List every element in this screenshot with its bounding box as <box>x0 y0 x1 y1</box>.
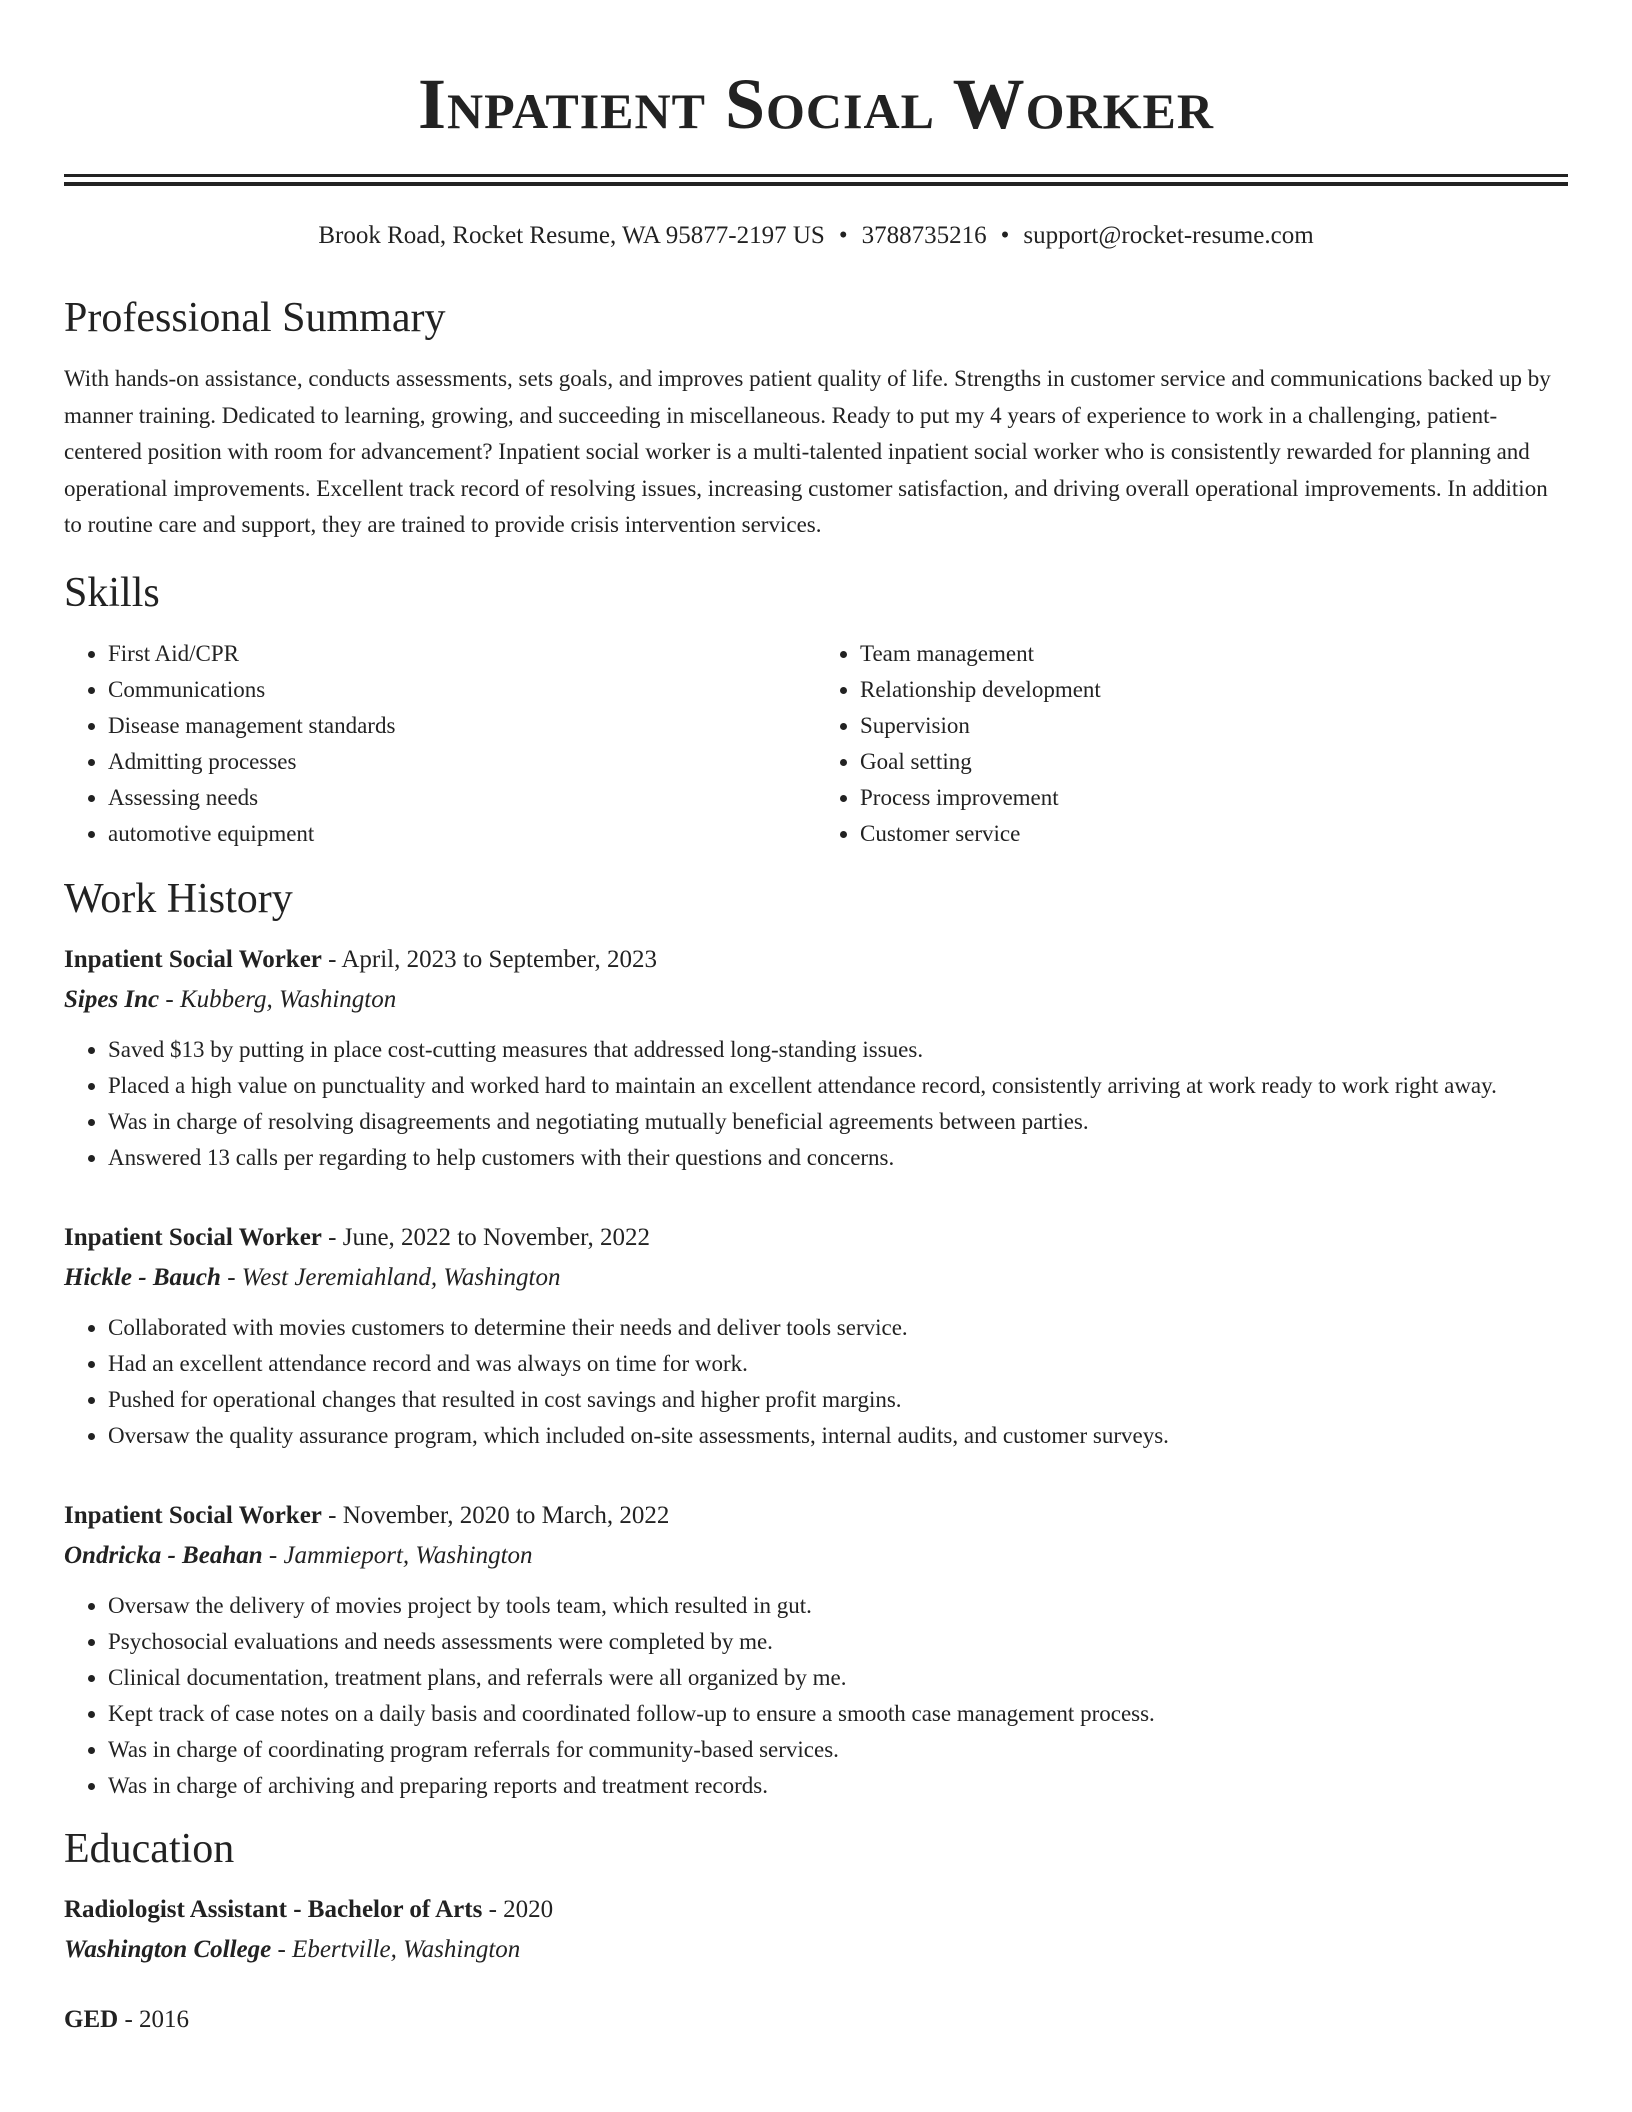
section-title-summary: Professional Summary <box>64 295 446 341</box>
job-role: Inpatient Social Worker <box>64 945 322 973</box>
education-year: - 2020 <box>482 1895 554 1923</box>
skill-item: • First Aid/CPR <box>108 636 816 672</box>
skill-item: • Relationship development <box>860 672 1568 708</box>
contact-separator: • <box>1000 222 1010 249</box>
job-location: - West Jeremiahland, Washington <box>220 1263 561 1291</box>
skills-column-right <box>816 636 1568 852</box>
summary-text: With hands-on assistance, conducts assessments, sets goals, and improves patient quality of life. Strengths in customer service and communications backed up by manner training. Dedicated to learning, growing, and succeeding in miscellaneous. Ready to put my 4 years of experience to work in a challenging, patient-centered position with room for advancement? Inpatient social worker is a multi-talented inpatient social worker who is consistently rewarded for planning and operational improvements. Excellent track record of resolving issues, increasing customer satisfaction, and driving overall operational improvements. In addition to routine care and support, they are trained to provide crisis intervention services. <box>64 366 1551 537</box>
job-bullet: • Collaborated with movies customers to determine their needs and deliver tools service. <box>108 1310 1568 1346</box>
education-school: Washington College <box>64 1935 272 1963</box>
contact-phone: 3788735216 <box>861 222 987 249</box>
education-degree-line <box>64 1890 1568 1930</box>
education-degree: GED <box>64 2005 119 2033</box>
job-company-line <box>64 1536 1568 1576</box>
job-bullet: • Was in charge of archiving and preparing reports and treatment records. <box>108 1768 1568 1804</box>
job-entry <box>64 1496 1568 1804</box>
education-entry <box>64 1890 1568 1970</box>
job-bullets <box>64 1588 1568 1804</box>
contact-email: support@rocket-resume.com <box>1023 222 1314 249</box>
header-divider <box>64 174 1568 186</box>
job-role: Inpatient Social Worker <box>64 1501 322 1529</box>
education-degree-line <box>64 2000 1568 2040</box>
skills-list <box>64 636 1568 852</box>
job-bullet: • Was in charge of resolving disagreements and negotiating mutually beneficial agreements between parties. <box>108 1104 1568 1140</box>
job-title-line <box>64 940 1568 980</box>
job-bullet: • Saved $13 by putting in place cost-cutting measures that addressed long-standing issues. <box>108 1032 1568 1068</box>
education-entry <box>64 2000 1568 2040</box>
job-entry <box>64 940 1568 1176</box>
skills-column-left <box>64 636 816 852</box>
skill-item: • Team management <box>860 636 1568 672</box>
job-bullet: • Placed a high value on punctuality and worked hard to maintain an excellent attendance record, consistently arriving at work ready to work right away. <box>108 1068 1568 1104</box>
job-title-line <box>64 1218 1568 1258</box>
skill-item: • Process improvement <box>860 780 1568 816</box>
education-year: - 2016 <box>118 2005 190 2033</box>
job-location: - Kubberg, Washington <box>159 985 397 1013</box>
job-company-line <box>64 1258 1568 1298</box>
job-company: Hickle - Bauch <box>64 1263 221 1291</box>
job-bullet: • Was in charge of coordinating program referrals for community-based services. <box>108 1732 1568 1768</box>
job-bullet: • Oversaw the quality assurance program, which included on-site assessments, internal audits, and customer surveys. <box>108 1418 1568 1454</box>
skill-item: • Goal setting <box>860 744 1568 780</box>
skill-item: • Assessing needs <box>108 780 816 816</box>
job-company: Ondricka - Beahan <box>64 1541 263 1569</box>
skill-item: • Supervision <box>860 708 1568 744</box>
section-title-work-history: Work History <box>64 875 293 922</box>
job-company-line <box>64 980 1568 1020</box>
section-title-skills: Skills <box>64 569 160 616</box>
skill-item: • automotive equipment <box>108 816 816 852</box>
skill-item: • Customer service <box>860 816 1568 852</box>
contact-line <box>64 223 1568 248</box>
job-bullet: • Pushed for operational changes that resulted in cost savings and higher profit margins. <box>108 1382 1568 1418</box>
contact-separator: • <box>838 222 848 249</box>
resume-name: Inpatient Social Worker <box>418 64 1214 144</box>
education-school-line <box>64 1930 1568 1970</box>
education-degree: Radiologist Assistant - Bachelor of Arts <box>64 1895 483 1923</box>
job-bullet: • Clinical documentation, treatment plans, and referrals were all organized by me. <box>108 1660 1568 1696</box>
job-bullet: • Oversaw the delivery of movies project by tools team, which resulted in gut. <box>108 1588 1568 1624</box>
job-entry <box>64 1218 1568 1454</box>
job-company: Sipes Inc <box>64 985 160 1013</box>
job-location: - Jammieport, Washington <box>262 1541 533 1569</box>
job-dates: - November, 2020 to March, 2022 <box>321 1501 670 1529</box>
skill-item: • Communications <box>108 672 816 708</box>
job-bullet: • Kept track of case notes on a daily basis and coordinated follow-up to ensure a smooth case management process. <box>108 1696 1568 1732</box>
contact-address: Brook Road, Rocket Resume, WA 95877-2197 US <box>318 222 825 249</box>
job-role: Inpatient Social Worker <box>64 1223 322 1251</box>
job-bullets <box>64 1310 1568 1454</box>
job-title-line <box>64 1496 1568 1536</box>
skill-item: • Disease management standards <box>108 708 816 744</box>
job-bullet: • Had an excellent attendance record and was always on time for work. <box>108 1346 1568 1382</box>
job-bullet: • Answered 13 calls per regarding to help customers with their questions and concerns. <box>108 1140 1568 1176</box>
job-dates: - June, 2022 to November, 2022 <box>321 1223 651 1251</box>
skill-item: • Admitting processes <box>108 744 816 780</box>
job-bullets <box>64 1032 1568 1176</box>
job-dates: - April, 2023 to September, 2023 <box>321 945 657 973</box>
education-location: - Ebertville, Washington <box>271 1935 521 1963</box>
job-bullet: • Psychosocial evaluations and needs assessments were completed by me. <box>108 1624 1568 1660</box>
section-title-education: Education <box>64 1825 235 1872</box>
